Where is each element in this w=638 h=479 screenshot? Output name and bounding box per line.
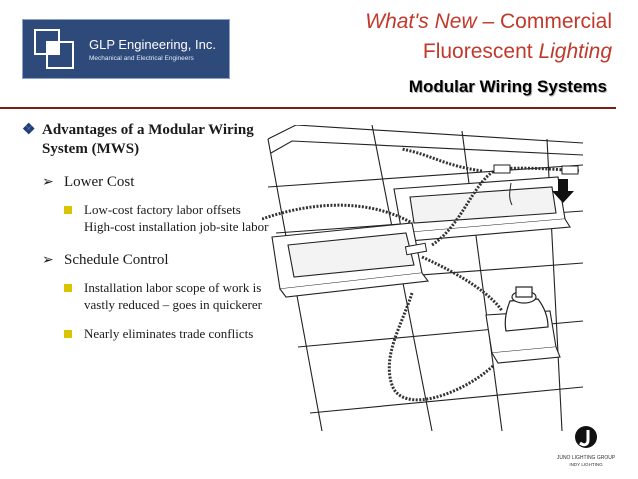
detail-text: Nearly eliminates trade conflicts <box>84 326 254 341</box>
point-label: Schedule Control <box>64 252 169 268</box>
arrow-bullet-icon: ➢ <box>42 253 54 268</box>
brand-j-icon <box>554 425 618 455</box>
point-label: Lower Cost <box>64 174 135 190</box>
square-bullet-icon <box>64 206 72 214</box>
point-lower-cost <box>42 173 272 192</box>
brand-logo <box>554 425 618 469</box>
company-logo <box>22 19 230 79</box>
troffer-fixture <box>272 223 428 297</box>
header-divider <box>0 107 616 109</box>
detail-item <box>64 279 272 313</box>
title-lead: What's New <box>365 10 477 33</box>
detail-text: Installation labor scope of work is vastly reduced – goes in quickerer <box>84 280 262 312</box>
bullet-list <box>22 121 272 342</box>
title-line2-italic: Lighting <box>538 40 612 63</box>
arrow-bullet-icon: ➢ <box>42 175 54 190</box>
troffer-fixture <box>394 177 570 241</box>
page-title-line2 <box>423 40 612 64</box>
title-dash: – <box>476 10 500 33</box>
brand-name: JUNO LIGHTING GROUP <box>556 455 616 461</box>
detail-item <box>64 325 272 342</box>
title-rest: Commercial <box>499 10 612 33</box>
downlight <box>505 287 548 331</box>
modular-wiring-illustration <box>262 125 583 431</box>
detail-item <box>64 201 272 235</box>
company-name: GLP Engineering, Inc. <box>89 37 216 52</box>
point-schedule-control <box>42 251 272 270</box>
detail-text: Low-cost factory labor offsets High-cost installation job-site labor <box>84 202 269 234</box>
logo-squares-icon <box>33 28 77 72</box>
square-bullet-icon <box>64 330 72 338</box>
page-title-line1 <box>365 10 612 34</box>
square-bullet-icon <box>64 284 72 292</box>
page-subtitle: Modular Wiring Systems <box>408 77 607 96</box>
diamond-bullet-icon: ❖ <box>22 122 36 138</box>
brand-subname: INDY LIGHTING <box>569 462 603 467</box>
main-bullet-text: Advantages of a Modular Wiring System (MWS) <box>42 122 254 157</box>
company-tagline: Mechanical and Electrical Engineers <box>89 55 194 62</box>
main-bullet <box>22 121 272 159</box>
title-line2-plain: Fluorescent <box>422 40 539 63</box>
